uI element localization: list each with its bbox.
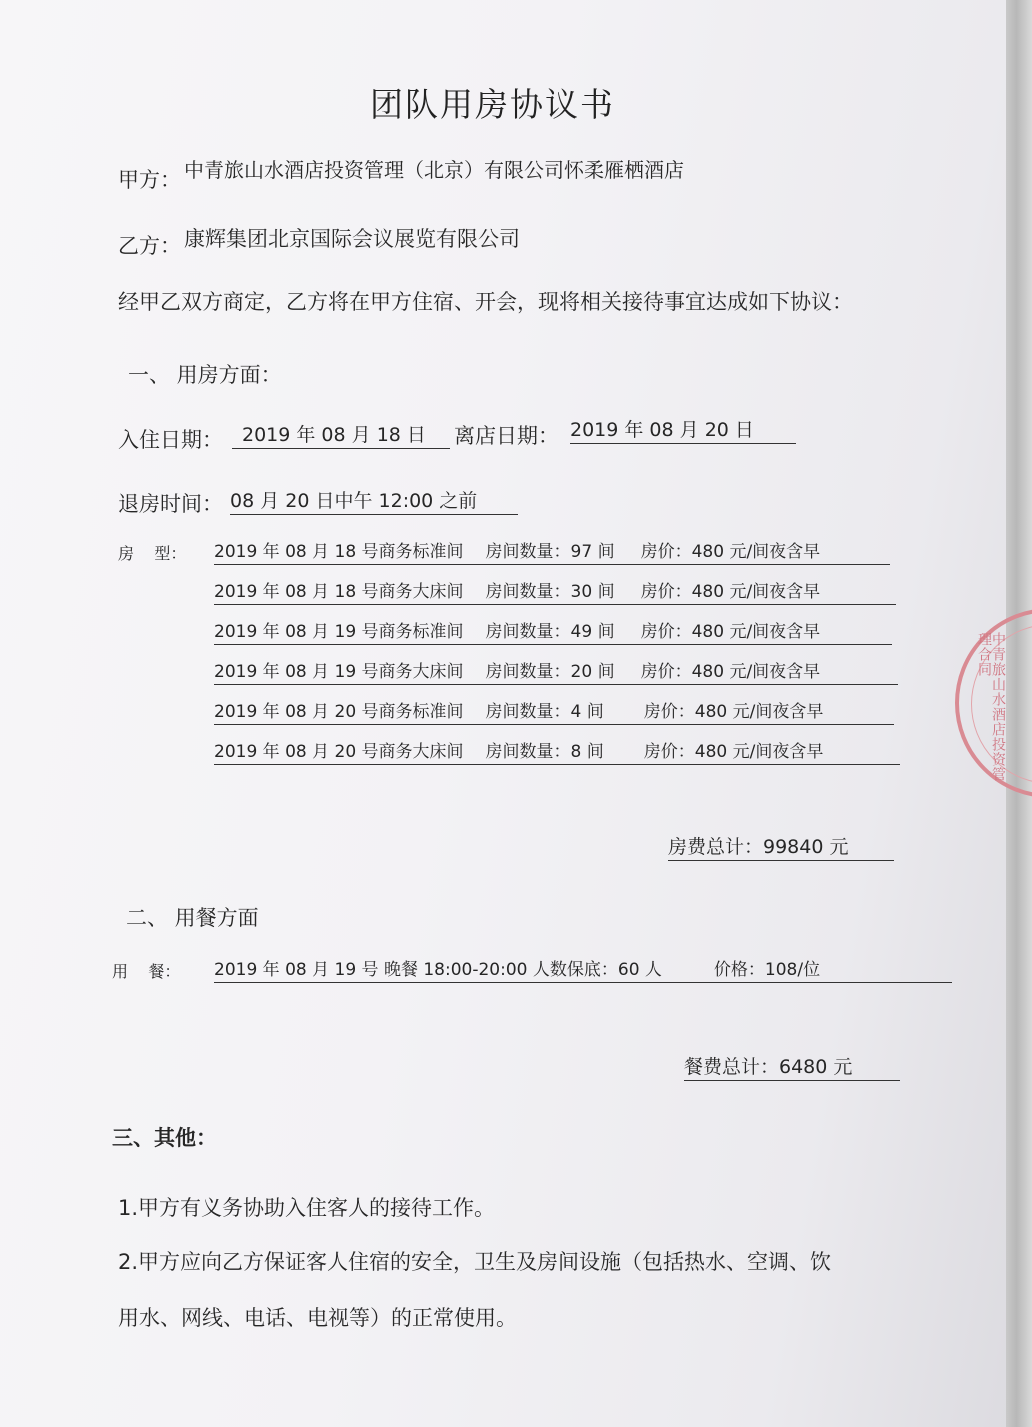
party-b-name: 康辉集团北京国际会议展览有限公司 — [184, 227, 520, 251]
seal-text: 中青旅山水酒店投资管理合同 — [976, 632, 1006, 782]
room-date-type: 2019 年 08 月 19 号商务大床间 — [214, 662, 464, 682]
meal-price: 价格：108/位 — [713, 960, 821, 980]
room-price: 房价：480 元/间夜含早 — [640, 582, 821, 602]
intro-text: 经甲乙双方商定，乙方将在甲方住宿、开会，现将相关接待事宜达成如下协议： — [118, 290, 853, 314]
room-row — [214, 704, 894, 725]
clause-1: 1.甲方有义务协助入住客人的接待工作。 — [118, 1196, 496, 1220]
checkin-label: 入住日期： — [118, 428, 223, 452]
room-row — [214, 624, 892, 645]
checkout-time-label: 退房时间： — [118, 492, 223, 516]
room-price: 房价：480 元/间夜含早 — [643, 742, 824, 762]
room-quantity: 房间数量：30 间 — [485, 582, 615, 602]
clause-2-line-1: 2.甲方应向乙方保证客人住宿的安全，卫生及房间设施（包括热水、空调、饮 — [118, 1250, 832, 1274]
room-quantity: 房间数量：97 间 — [485, 542, 615, 562]
section-other-heading: 三、其他： — [112, 1126, 217, 1150]
meal-fee-total: 餐费总计：6480 元 — [684, 1058, 900, 1081]
meal-detail: 2019 年 08 月 19 号 晚餐 18:00-20:00 人数保底：60 人 — [214, 960, 662, 980]
room-quantity: 房间数量：4 间 — [485, 702, 604, 722]
checkout-time: 08 月 20 日中午 12:00 之前 — [230, 492, 518, 515]
room-date-type: 2019 年 08 月 19 号商务标准间 — [214, 622, 464, 642]
room-date-type: 2019 年 08 月 20 号商务标准间 — [214, 702, 464, 722]
section-rooms-heading: 一、 用房方面： — [128, 363, 282, 387]
room-type-label: 房 型： — [118, 544, 187, 563]
checkout-date: 2019 年 08 月 20 日 — [570, 421, 796, 444]
room-date-type: 2019 年 08 月 18 号商务标准间 — [214, 542, 464, 562]
document-title: 团队用房协议书 — [370, 85, 615, 124]
room-price: 房价：480 元/间夜含早 — [640, 662, 821, 682]
room-quantity: 房间数量：49 间 — [485, 622, 615, 642]
checkin-date: 2019 年 08 月 18 日 — [232, 426, 450, 449]
room-price: 房价：480 元/间夜含早 — [643, 702, 824, 722]
clause-2-line-2: 用水、网线、电话、电视等）的正常使用。 — [118, 1306, 517, 1330]
room-date-type: 2019 年 08 月 20 号商务大床间 — [214, 742, 464, 762]
party-a-label: 甲方： — [118, 168, 181, 192]
party-b-label: 乙方： — [118, 234, 181, 258]
checkout-label: 离店日期： — [454, 424, 559, 448]
room-price: 房价：480 元/间夜含早 — [640, 622, 821, 642]
room-fee-total: 房费总计：99840 元 — [668, 838, 894, 861]
room-date-type: 2019 年 08 月 18 号商务大床间 — [214, 582, 464, 602]
room-quantity: 房间数量：8 间 — [485, 742, 604, 762]
room-quantity: 房间数量：20 间 — [485, 662, 615, 682]
meal-row — [214, 962, 952, 983]
room-row — [214, 664, 898, 685]
room-row — [214, 584, 896, 605]
room-row — [214, 744, 900, 765]
room-row — [214, 544, 890, 565]
party-a-name: 中青旅山水酒店投资管理（北京）有限公司怀柔雁栖酒店 — [184, 158, 684, 182]
meal-label: 用 餐： — [112, 962, 181, 981]
section-meals-heading: 二、 用餐方面 — [126, 906, 259, 930]
room-price: 房价：480 元/间夜含早 — [640, 542, 821, 562]
